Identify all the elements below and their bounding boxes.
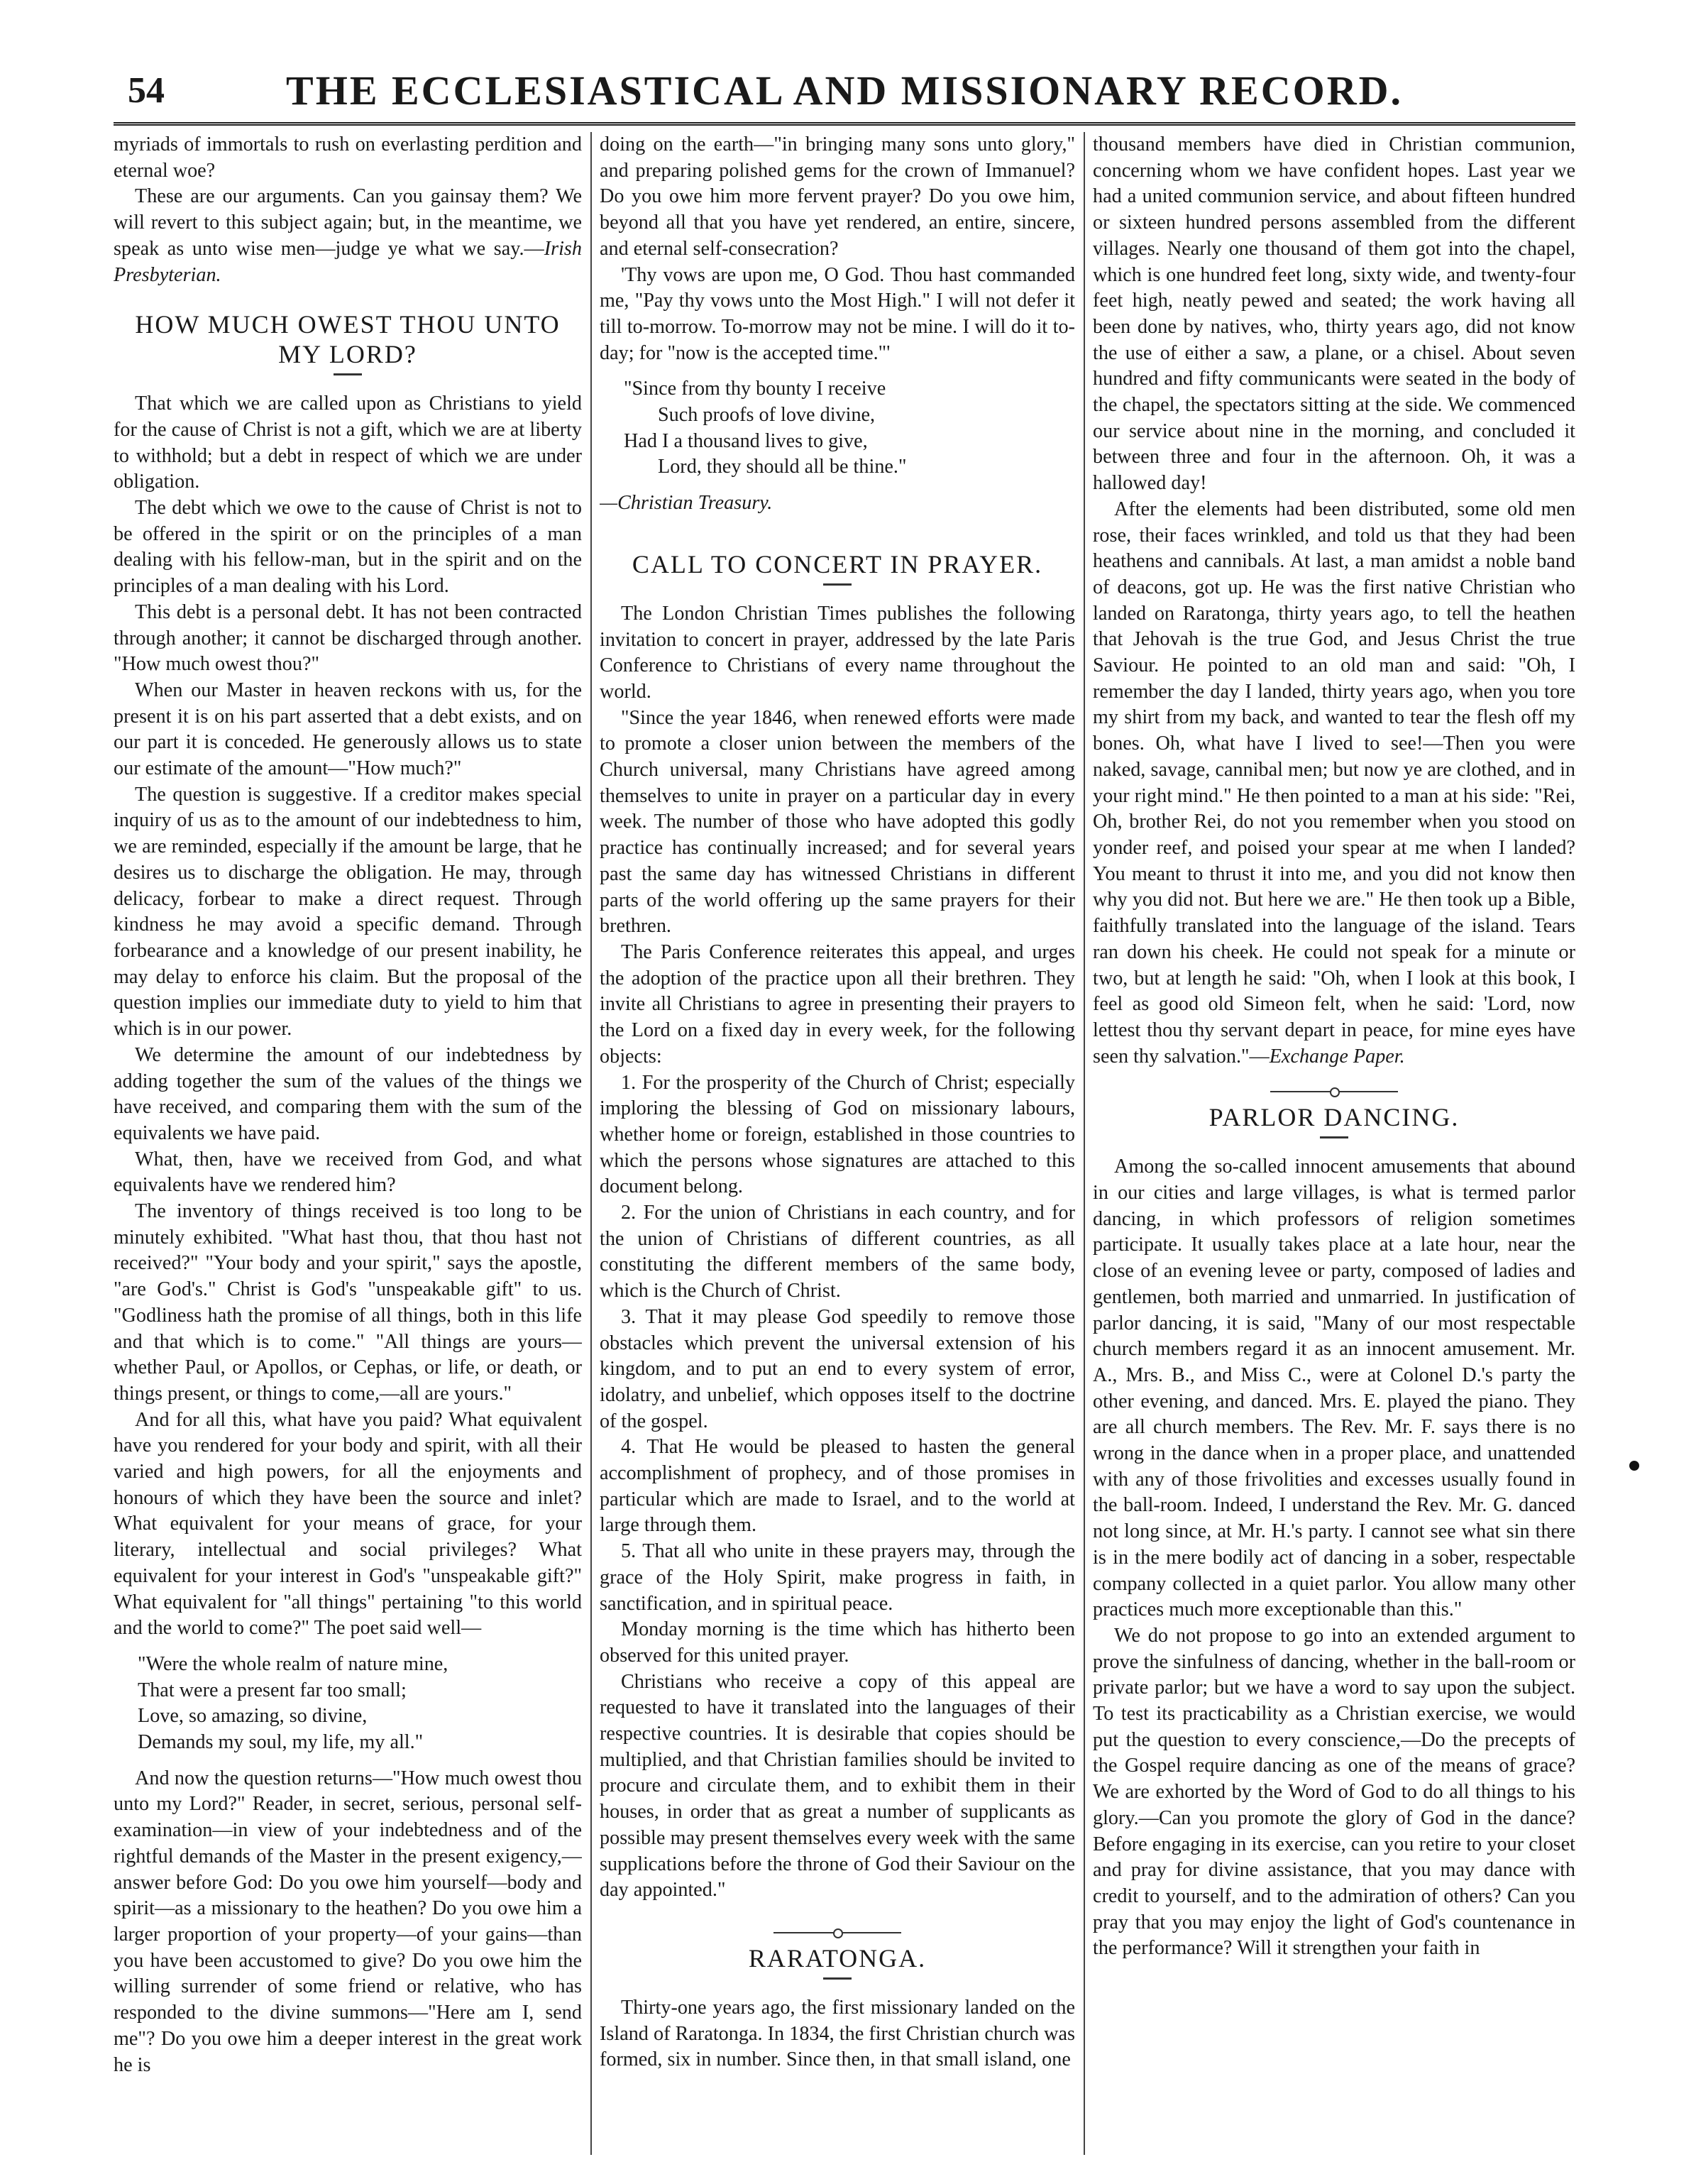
paragraph: Monday morning is the time which has hitherto been observed for this united prayer. <box>600 1618 1075 1667</box>
paragraph: Thirty-one years ago, the first missionary landed on the Island of Raratonga. In 1834, the first Christian church was formed, six in number. Since then, in that small island, one <box>600 1997 1075 2071</box>
paragraph: thousand members have died in Christian communion, concerning whom we have confident hopes. Last year we had a united communion service, and about fifteen hundred or sixteen hundred persons assembled from the different villages. Nearly one thousand of them got into the chapel, which is one hundred feet long, sixty wide, and twenty-four feet high, neatly pewed and seated; the work having all been done by natives, who, thirty years ago, did not know the use of either a saw, a plane, or a chisel. About seven hundred and fifty communicants were seated in the body of the chapel, the spectators sitting at the side. We commenced our service about nine in the morning, and concluded it between three and four in the afternoon. Oh, it was a hallowed day! <box>1093 133 1575 495</box>
journal-title: THE ECCLESIASTICAL AND MISSIONARY RECORD. <box>286 67 1403 114</box>
paragraph: 3. That it may please God speedily to remove those obstacles which prevent the universal extension of his kingdom, and to put an end to every system of error, idolatry, and unbelief, which opposes itself to the doctrine of the gospel. <box>600 1305 1075 1432</box>
paragraph: myriads of immortals to rush on everlasting perdition and eternal woe? <box>114 133 582 182</box>
poem-line: "Since from thy bounty I receive <box>624 378 886 400</box>
paragraph: When our Master in heaven reckons with us, for the present it is on his part asserted that a debt exists, and on our part it is conceded. He generously allows us to state our estimate of the amount—"How much?" <box>114 679 582 780</box>
paragraph: The question is suggestive. If a creditor makes special inquiry of us as to the amount of our indebtedness to him, we are reminded, especially if the amount be large, that he desires us to discharge the obligation. He may, through delicacy, forbear to make a direct request. Through kindness he may avoid a specific demand. Through forbearance and a knowledge of our present inability, he may delay to enforce his claim. But the proposal of the question implies our immediate duty to yield to him that which is in our power. <box>114 783 582 1041</box>
paragraph: 4. That He would be pleased to hasten the general accomplishment of prophecy, and of those promises in particular which are made to Israel, and to the world at large through them. <box>600 1436 1075 1537</box>
title-dash <box>1320 1136 1348 1138</box>
article-title-parlor-dancing: PARLOR DANCING. <box>1208 1103 1460 1132</box>
paragraph <box>1093 497 1575 1070</box>
page-header <box>114 62 1575 119</box>
poem-line: Such proofs of love divine, <box>658 404 876 427</box>
poem-line: Had I a thousand lives to give, <box>624 429 868 452</box>
poem <box>138 1652 582 1756</box>
section-separator <box>773 1932 901 1933</box>
paragraph-text: These are our arguments. Can you gainsay them? We will revert to this subject again; but, in the meantime, we speak as unto wise men—judge ye what we say.— <box>114 185 582 260</box>
header-rule <box>114 122 1575 126</box>
paragraph: 1. For the prosperity of the Church of Christ; especially imploring the blessing of God on missionary labours, whether home or foreign, established in those countries to which the persons whose signatures are attached to this document belong. <box>600 1071 1075 1198</box>
paragraph: 2. For the union of Christians in each country, and for the union of Christians of different countries, as all constituting the different members of the same body, which is the Church of Christ. <box>600 1202 1075 1302</box>
paragraph-text: After the elements had been distributed, some old men rose, their faces wrinkled, and told us that they had been heathens and cannibals. At last, a man amidst a noble band of deacons, got up. He was the first native Christian who landed on Raratonga, thirty years ago, to tell the heathen that Jehovah is the true God, and Jesus Christ the true Saviour. He pointed to an old man and said: "Oh, I remember the day I landed, thirty years ago, when you tore my shirt from my back, and wanted to tear the flesh off my bones. Oh, what have I lived to see!—Then you were naked, savage, cannibal men; but now ye are clothed, and in your right mind." He then pointed to a man at his side: "Rei, Oh, brother Rei, do not you remember when you stood on yonder reef, and poised your spear at me when I landed? You meant to thrust it into me, and you did not know then why you did not. But here we are." He then took up a Bible, faithfully translated into the language of the island. Tears ran down his cheek. He could not speak for a minute or two, but at length he said: "Oh, when I look at this book, I feel as good old Simeon felt, when he said: 'Lord, now lettest thou thy servant depart in peace, for mine eyes have seen thy salvation."— <box>1093 498 1575 1068</box>
attribution: Exchange Paper. <box>1269 1045 1405 1068</box>
article-title-call-to-concert: CALL TO CONCERT IN PRAYER. <box>632 549 1043 578</box>
paragraph: We determine the amount of our indebtedness by adding together the sum of the values of the things we have received, and comparing them with the sum of the equivalents we have paid. <box>114 1043 582 1144</box>
article-title-raratonga: RARATONGA. <box>748 1944 927 1972</box>
column-divider <box>590 132 592 2155</box>
column-left <box>114 132 582 2155</box>
article-title-how-much-owest: HOW MUCH OWEST THOU UNTO MY LORD? <box>135 310 561 369</box>
poem-line: That were a present far too small; <box>138 1679 407 1701</box>
paragraph <box>114 184 582 288</box>
paragraph: And for all this, what have you paid? What equivalent have you rendered for your body and spirit, with all their varied and high powers, for all the enjoyments and honours of which they have been the source and inlet? What equivalent for your means of grace, for your literary, intellectual and social privileges? What equivalent for your interest in God's "unspeakable gift?" What equivalent for "all things" pertaining "to this world and the world to come?" The poet said well— <box>114 1408 582 1640</box>
page-number: 54 <box>128 70 165 111</box>
paragraph: Among the so-called innocent amusements that abound in our cities and large villages, is what is termed parlor dancing, in which professors of religion sometimes participate. It usually takes place at a late hour, near the close of an evening levee or party, composed of ladies and gentlemen, both married and unmarried. In justification of parlor dancing, it is said, "Many of our most respectable church members regard it as an innocent amusement. Mr. A., Mrs. B., and Miss C., were at Colonel D.'s party the other evening, and danced. Mrs. E. played the piano. They are all church members. The Rev. Mr. F. says there is no wrong in the dance when in a proper place, and unattended with any of those frivolities and excesses usually found in the ball-room. Indeed, I understand the Rev. Mr. G. danced not long since, at Mr. H.'s party. I cannot see what sin there is in the mere bodily act of dancing in a sober, respectable company collected in a quiet parlor. You allow many other practices much more exceptionable than this." <box>1093 1156 1575 1621</box>
paragraph: Christians who receive a copy of this appeal are requested to have it translated into the languages of their respective countries. It is desirable that copies should be multiplied, and that Christian families should be invited to procure and circulate them, and to exhibit them in their houses, in order that as great a number of supplicants as possible may present themselves every week with the same supplications before the throne of God their Saviour on the day appointed." <box>600 1670 1075 1902</box>
paragraph: 5. That all who unite in these prayers may, through the grace of the Holy Spirit, make progress in faith, in sanctification, and in spiritual peace. <box>600 1540 1075 1615</box>
paragraph: This debt is a personal debt. It has not been contracted through another; it cannot be discharged through another. "How much owest thou?" <box>114 600 582 676</box>
paragraph: That which we are called upon as Christians to yield for the cause of Christ is not a gift, which we are at liberty to withhold; but a debt in respect of which we are under obligation. <box>114 393 582 493</box>
column-middle <box>600 132 1075 2155</box>
paragraph: The London Christian Times publishes the following invitation to concert in prayer, addressed by the late Paris Conference to Christians of every name throughout the world. <box>600 602 1075 703</box>
poem-line: "Were the whole realm of nature mine, <box>138 1652 448 1675</box>
paragraph: We do not propose to go into an extended argument to prove the sinfulness of dancing, whether in the ball-room or private parlor; but we have a word to say upon the subject. To test its practicability as a Christian exercise, we would put the question to every conscience,—Do the precepts of the Gospel require dancing as one of the means of grace? We are exhorted by the Word of God to do all things to his glory.—Can you promote the glory of God in the dance? Before engaging in its exercise, can you retire to your closet and pray for divine assistance, that you may dance with credit to yourself, and to the admiration of others? Can you pray that you may enjoy the light of God's countenance in the performance? Will it strengthen your faith in <box>1093 1624 1575 1960</box>
paragraph: The debt which we owe to the cause of Christ is not to be offered in the spirit or on the principles of a man dealing with his fellow-man, but in the spirit and on the principles of a man dealing with his Lord. <box>114 497 582 598</box>
title-dash <box>334 373 362 375</box>
poem-line: Demands my soul, my life, my all." <box>138 1731 424 1754</box>
attribution: Irish Presbyterian. <box>114 237 582 286</box>
poem <box>624 376 1075 481</box>
attribution: —Christian Treasury. <box>600 492 773 515</box>
paragraph: "Since the year 1846, when renewed efforts were made to promote a closer union between the members of the Church universal, many Christians have agreed among themselves to unite in prayer on a particular day in every week. The number of those who have adopted this godly practice has continually increased; and for several years past the same day has witnessed Christians in different parts of the world offering up the same prayers for their brethren. <box>600 706 1075 938</box>
paragraph: 'Thy vows are upon me, O God. Thou hast commanded me, "Pay thy vows unto the Most High." I will not defer it till to-morrow. To-morrow may not be mine. I will do it to-day; for "now is the accepted time."' <box>600 263 1075 364</box>
title-dash <box>823 583 852 586</box>
column-right <box>1093 132 1575 2155</box>
poem-line: Lord, they should all be thine." <box>658 456 907 478</box>
poem-line: Love, so amazing, so divine, <box>138 1705 368 1728</box>
paragraph: doing on the earth—"in bringing many sons unto glory," and preparing polished gems for the crown of Immanuel? Do you owe him more fervent prayer? Do you owe him, beyond all that you have yet rendered, an entire, sincere, and eternal self-consecration? <box>600 133 1075 260</box>
paragraph: The inventory of things received is too long to be minutely exhibited. "What hast thou, that thou hast not received?" "Your body and your spirit," says the apostle, "are God's." Christ is God's "unspeakable gift" to us. "Godliness hath the promise of all things, both in this life and that which is to come." "All things are yours—whether Paul, or Apollos, or Cephas, or life, or death, or things present, or things to come,—all are yours." <box>114 1200 582 1405</box>
paragraph: The Paris Conference reiterates this appeal, and urges the adoption of the practice upon all their brethren. They invite all Christians to agree in presenting their prayers to the Lord on a fixed day in every week, for the following objects: <box>600 940 1075 1068</box>
paragraph: And now the question returns—"How much owest thou unto my Lord?" Reader, in secret, serious, personal self-examination—in view of your indebtedness and of the rightful demands of the Master in the present exigency,—answer before God: Do you owe him yourself—body and spirit—as a missionary to the heathen? Do you owe him a larger proportion of your property—of your gains—than you have been accustomed to give? Do you owe him the willing surrender of some friend or relative, who has responded to the divine summons—"Here am I, send me"? Do you owe him a deeper interest in the great work he is <box>114 1767 582 2076</box>
title-dash <box>823 1977 852 1980</box>
section-separator <box>1270 1091 1398 1092</box>
column-divider <box>1084 132 1085 2155</box>
ink-mark <box>1629 1461 1639 1471</box>
paragraph: What, then, have we received from God, and what equivalents have we rendered him? <box>114 1148 582 1197</box>
